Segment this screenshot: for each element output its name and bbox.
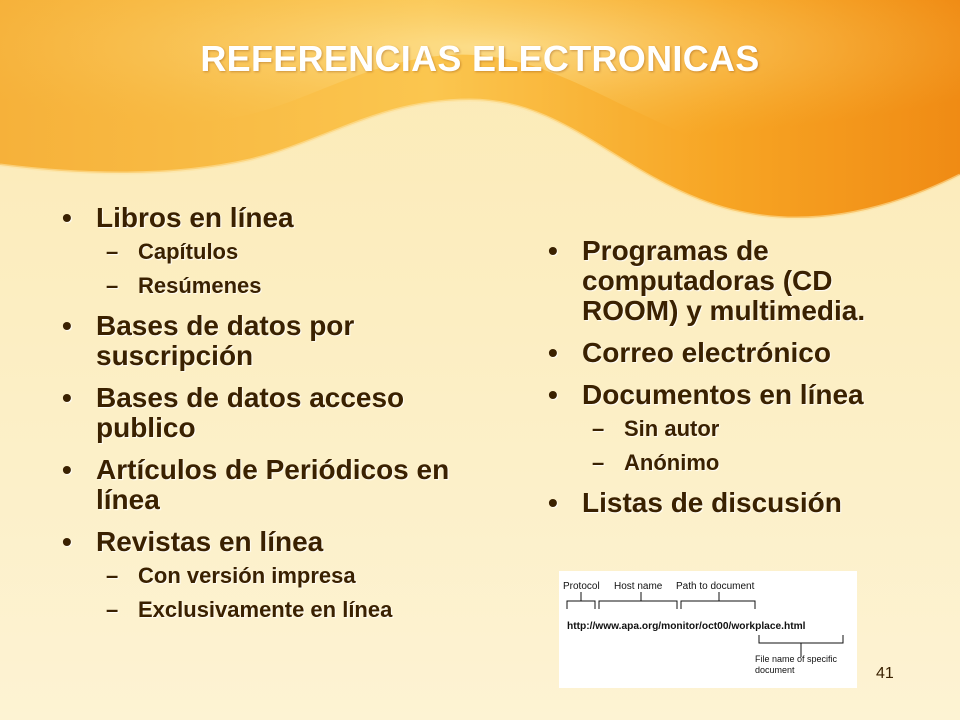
sub-list-item	[96, 273, 490, 299]
sub-list-item	[96, 239, 490, 265]
dash-icon: –	[106, 239, 119, 264]
sub-list-item-label: Exclusivamente en línea	[138, 597, 393, 622]
dash-icon: –	[106, 597, 119, 622]
dash-icon: –	[592, 416, 605, 441]
bullet-icon: •	[62, 310, 72, 341]
file-name-label-line2: document	[755, 665, 795, 675]
dash-icon: –	[106, 273, 119, 298]
list-item-label: Bases de datos por suscripción	[96, 310, 355, 371]
list-item	[546, 488, 906, 518]
bullet-icon: •	[62, 202, 72, 233]
list-item-label: Documentos en línea	[582, 379, 864, 410]
protocol-label: Protocol	[563, 581, 600, 592]
right-bullet-column	[546, 236, 906, 530]
bullet-icon: •	[548, 487, 558, 518]
bullet-icon: •	[62, 382, 72, 413]
list-item	[60, 203, 490, 299]
sub-list-item-label: Anónimo	[624, 450, 720, 475]
bullet-icon: •	[62, 526, 72, 557]
list-item	[60, 527, 490, 623]
sub-list-item-label: Capítulos	[138, 239, 239, 264]
url-anatomy-diagram	[559, 571, 857, 688]
sub-list-item-label: Sin autor	[624, 416, 720, 441]
list-item-label: Programas de computadoras (CD ROOM) y multimedia.	[582, 235, 866, 326]
path-label: Path to document	[676, 581, 755, 592]
list-item-label: Bases de datos acceso publico	[96, 382, 405, 443]
list-item	[546, 236, 906, 326]
sub-list-item	[96, 563, 490, 589]
bullet-icon: •	[548, 379, 558, 410]
list-item	[60, 455, 490, 515]
sub-list-item	[96, 597, 490, 623]
path-bracket	[681, 592, 755, 609]
url-example: http://www.apa.org/monitor/oct00/workplace.html	[567, 621, 806, 632]
slide-title: REFERENCIAS ELECTRONICAS	[200, 38, 760, 79]
list-item-label: Artículos de Periódicos en línea	[96, 454, 450, 515]
list-item	[546, 338, 906, 368]
list-item-label: Correo electrónico	[582, 337, 831, 368]
left-bullet-column	[60, 203, 490, 635]
bullet-icon: •	[548, 337, 558, 368]
list-item	[60, 311, 490, 371]
sub-list-item	[582, 450, 906, 476]
list-item-label: Libros en línea	[96, 202, 294, 233]
bullet-icon: •	[548, 235, 558, 266]
slide-number: 41	[876, 665, 894, 682]
list-item	[60, 383, 490, 443]
sub-list-item-label: Con versión impresa	[138, 563, 356, 588]
bullet-icon: •	[62, 454, 72, 485]
sub-list-item-label: Resúmenes	[138, 273, 262, 298]
list-item	[546, 380, 906, 476]
file-name-label: File name of specific	[755, 654, 838, 664]
host-bracket	[599, 592, 677, 609]
host-name-label: Host name	[614, 581, 663, 592]
list-item-label: Revistas en línea	[96, 526, 324, 557]
dash-icon: –	[592, 450, 605, 475]
sub-list-item	[582, 416, 906, 442]
list-item-label: Listas de discusión	[582, 487, 842, 518]
dash-icon: –	[106, 563, 119, 588]
url-anatomy-figure	[559, 571, 857, 688]
protocol-bracket	[567, 592, 595, 609]
